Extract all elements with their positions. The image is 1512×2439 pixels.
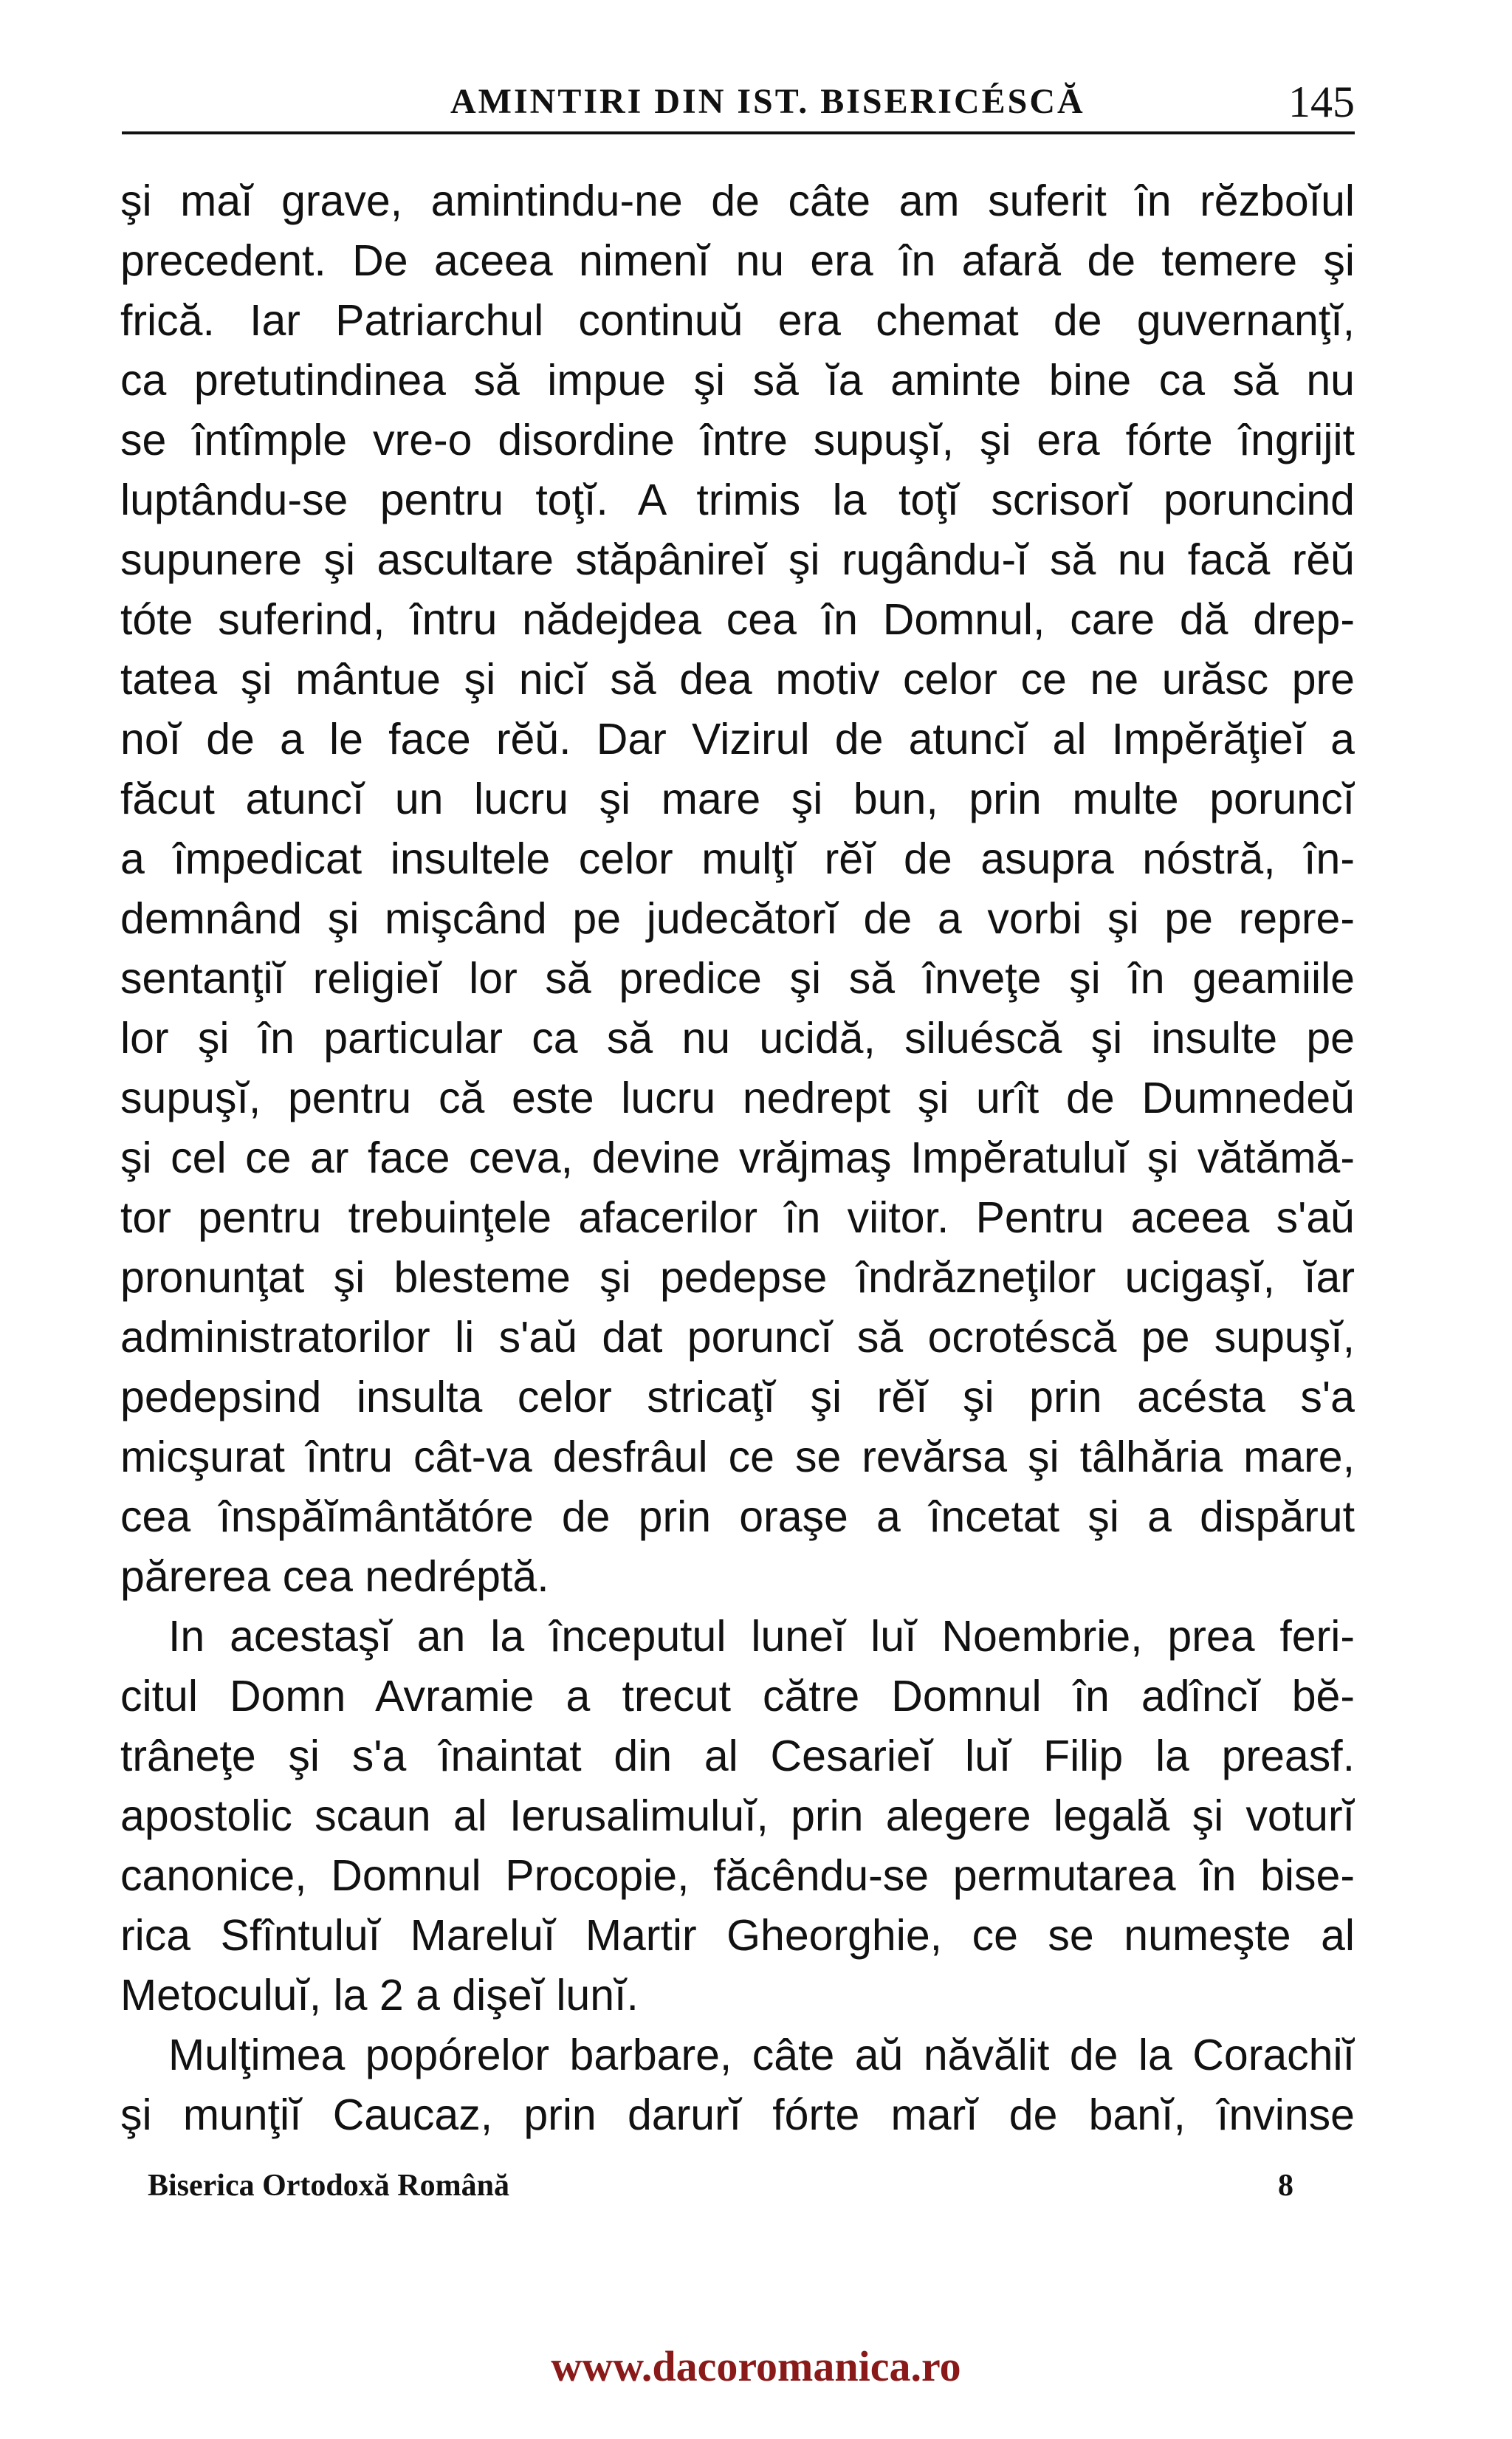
text-line-13: demnând şi mişcând pe judecătorĭ de a vorbi şi pe repre- <box>120 894 1355 943</box>
signature-mark: 8 <box>1278 2169 1293 2203</box>
running-header <box>122 72 1355 134</box>
text-line-4: ca pretutindinea să impue şi să ĭa aminte bine ca să nu <box>120 356 1355 405</box>
text-line-15: lor şi în particular ca să nu ucidă, siluéscă şi insulte pe <box>120 1014 1355 1063</box>
text-line-1: şi maĭ grave, amintindu-ne de câte am suferit în rĕzboĭul <box>120 176 1355 225</box>
text-line-5: se întîmple vre-o disordine între supuşĭ, şi era fórte îngrijit <box>120 416 1355 464</box>
text-line-18: tor pentru trebuinţele afacerilor în viitor. Pentru aceea s'aŭ <box>120 1193 1355 1242</box>
text-line-9: tatea şi mântue şi nicĭ să dea motiv celor ce ne urăsc pre <box>120 655 1355 704</box>
text-line-3: frică. Iar Patriarchul continuŭ era chemat de guvernanţĭ, <box>120 296 1355 345</box>
footer-signature-line <box>148 2164 1293 2208</box>
text-line-2: precedent. De aceea nimenĭ nu era în afară de temere şi <box>120 236 1355 285</box>
text-line-7: supunere şi ascultare stăpânireĭ şi rugându-ĭ să nu facă rĕŭ <box>120 535 1355 584</box>
text-line-6: luptându-se pentru toţĭ. A trimis la toţĭ scrisorĭ poruncind <box>120 476 1355 524</box>
watermark: www.dacoromanica.ro <box>551 2342 961 2390</box>
text-line-21: pedepsind insulta celor stricaţĭ şi rĕĭ şi prin acésta s'a <box>120 1373 1355 1421</box>
text-line-22: micşurat întru cât-va desfrâul ce se revărsa şi tâlhăria mare, <box>120 1433 1355 1481</box>
text-line-29: canonice, Domnul Procopie, făcêndu-se permutarea în bise- <box>120 1851 1355 1900</box>
body-text <box>120 171 1355 2145</box>
page-number: 145 <box>1288 78 1355 126</box>
text-line-17: şi cel ce ar face ceva, devine vrăjmaş Impĕratuluĭ şi vătămă- <box>120 1133 1355 1182</box>
text-line-32: Mulţimea popórelor barbare, câte aŭ năvălit de la Corachiĭ <box>168 2031 1355 2079</box>
text-line-24: părerea cea nedréptă. <box>120 1552 549 1601</box>
text-line-28: apostolic scaun al Ierusalimuluĭ, prin alegere legală şi voturĭ <box>120 1791 1355 1840</box>
text-line-8: tóte suferind, întru nădejdea cea în Domnul, care dă drep- <box>120 595 1355 644</box>
text-line-16: supuşĭ, pentru că este lucru nedrept şi urît de Dumnedeŭ <box>120 1074 1355 1122</box>
text-line-12: a împedicat insultele celor mulţĭ rĕĭ de asupra nóstră, în- <box>120 834 1355 883</box>
text-line-33: şi munţiĭ Caucaz, prin darurĭ fórte marĭ de banĭ, învinse <box>120 2090 1355 2139</box>
text-line-25: In acestaşĭ an la începutul luneĭ luĭ Noembrie, prea feri- <box>168 1612 1355 1661</box>
text-line-14: sentanţiĭ religieĭ lor să predice şi să înveţe şi în geamiile <box>120 954 1355 1003</box>
text-line-26: citul Domn Avramie a trecut către Domnul în adîncĭ bĕ- <box>120 1672 1355 1721</box>
text-line-20: administratorilor li s'aŭ dat poruncĭ să ocrotéscă pe supuşĭ, <box>120 1313 1355 1362</box>
text-line-19: pronunţat şi blesteme şi pedepse îndrăzneţilor ucigaşĭ, ĭar <box>120 1253 1355 1302</box>
text-line-10: noĭ de a le face rĕŭ. Dar Vizirul de atuncĭ al Impĕrăţieĭ a <box>120 715 1355 764</box>
text-line-30: rica Sfîntuluĭ Mareluĭ Martir Gheorghie, ce se numeşte al <box>120 1911 1355 1960</box>
text-line-11: făcut atuncĭ un lucru şi mare şi bun, prin multe poruncĭ <box>120 775 1355 823</box>
running-title: AMINTIRI DIN IST. BISERICÉSCĂ <box>450 82 1085 121</box>
text-line-31: Metoculuĭ, la 2 a dişeĭ lunĭ. <box>120 1971 639 2020</box>
footer-signature: Biserica Ortodoxă Română <box>148 2169 509 2203</box>
text-line-23: cea înspăĭmântătóre de prin oraşe a încetat şi a dispărut <box>120 1492 1355 1541</box>
text-line-27: trâneţe şi s'a înaintat din al Cesarieĭ luĭ Filip la preasf. <box>120 1732 1355 1780</box>
